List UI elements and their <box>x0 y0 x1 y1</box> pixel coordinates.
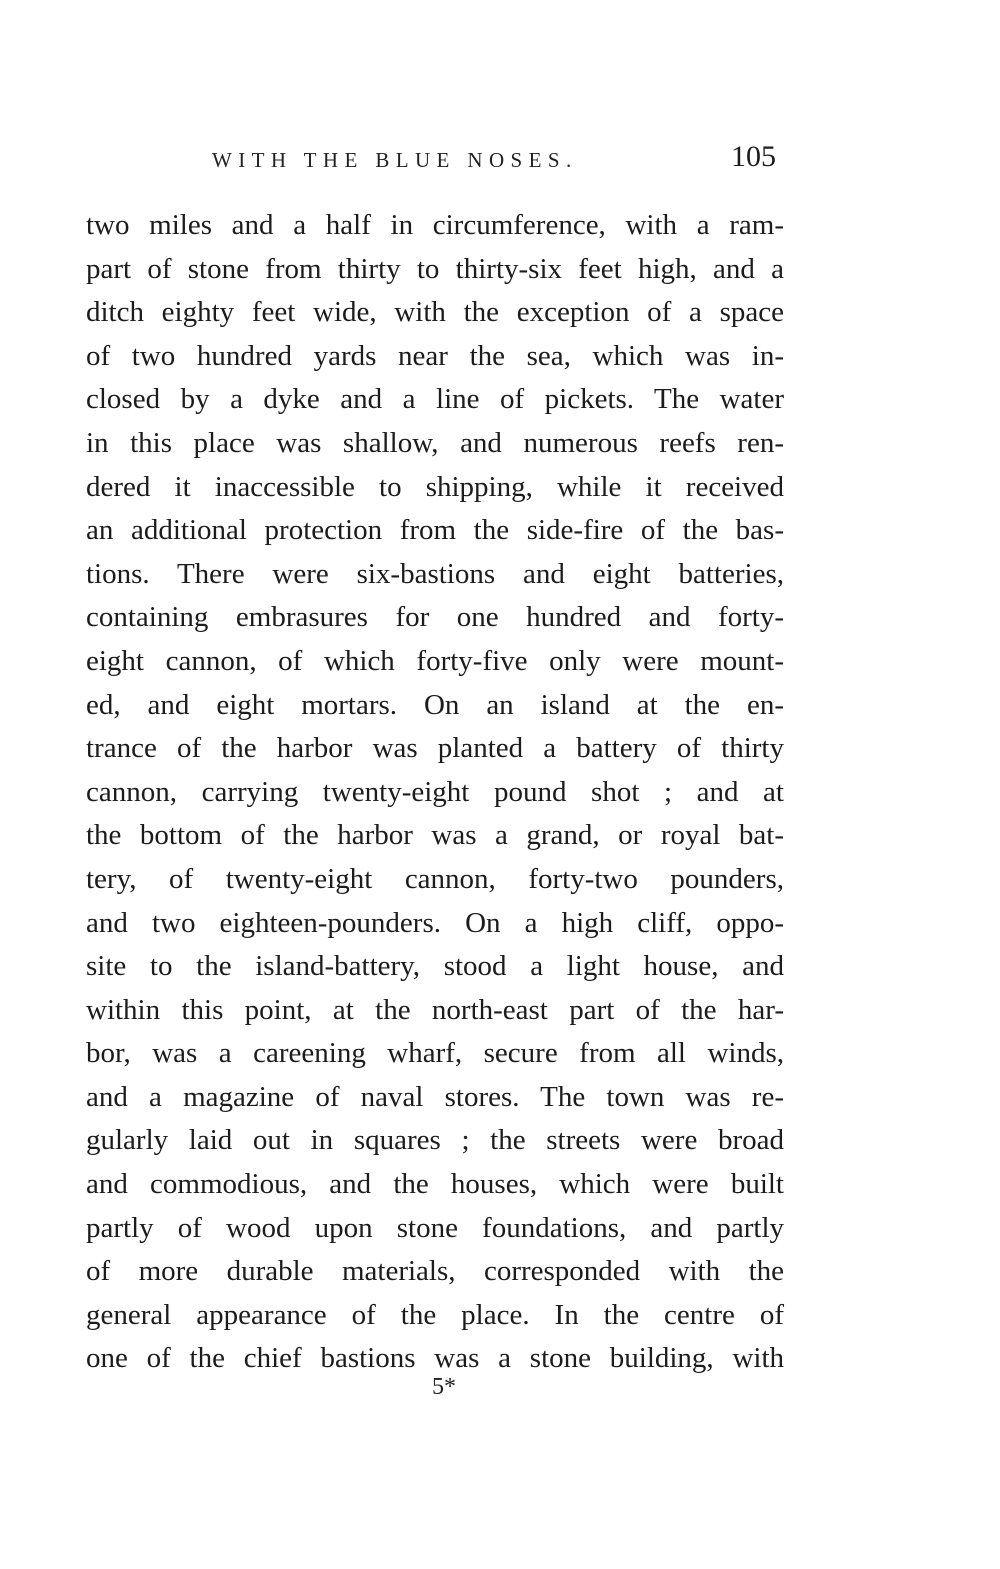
text-line: tery, of twenty-eight cannon, forty-two pounders, <box>86 862 784 895</box>
text-line: ditch eighty feet wide, with the exception of a space <box>86 296 784 329</box>
text-line: tions. There were six-bastions and eight batteries, <box>86 557 784 590</box>
text-line: of more durable materials, corresponded with the <box>86 1255 784 1288</box>
text-line: cannon, carrying twenty-eight pound shot ; and at <box>86 775 784 808</box>
text-line: one of the chief bastions was a stone building, with <box>86 1342 784 1375</box>
text-line: and two eighteen-pounders. On a high cliff, oppo- <box>86 906 784 939</box>
text-line: and a magazine of naval stores. The town was re- <box>86 1080 784 1113</box>
text-line: within this point, at the north-east part of the har- <box>86 993 784 1026</box>
text-line: two miles and a half in circumference, with a ram- <box>86 209 784 241</box>
page-number: 105 <box>731 140 776 173</box>
text-line: containing embrasures for one hundred and forty- <box>86 601 784 634</box>
text-line: general appearance of the place. In the centre of <box>86 1298 784 1331</box>
text-line: and commodious, and the houses, which were built <box>86 1168 784 1201</box>
text-line: in this place was shallow, and numerous reefs ren- <box>86 426 784 459</box>
running-title: WITH THE BLUE NOSES. <box>212 148 578 172</box>
text-line: ed, and eight mortars. On an island at the en- <box>86 688 784 721</box>
text-line: closed by a dyke and a line of pickets. The water <box>86 383 784 416</box>
body-text <box>86 204 784 1381</box>
text-line: eight cannon, of which forty-five only were mount- <box>86 644 784 677</box>
text-line: partly of wood upon stone foundations, and partly <box>86 1211 784 1244</box>
text-line: an additional protection from the side-fire of the bas- <box>86 514 784 547</box>
text-line: site to the island-battery, stood a light house, and <box>86 950 784 983</box>
text-line: bor, was a careening wharf, secure from all winds, <box>86 1037 784 1070</box>
text-line: of two hundred yards near the sea, which was in- <box>86 339 784 372</box>
text-line: trance of the harbor was planted a battery of thirty <box>86 732 784 765</box>
text-line: part of stone from thirty to thirty-six feet high, and a <box>86 252 784 285</box>
signature-mark: 5* <box>432 1374 456 1400</box>
running-head <box>88 140 782 180</box>
text-line: the bottom of the harbor was a grand, or royal bat- <box>86 819 784 852</box>
text-line: dered it inaccessible to shipping, while it received <box>86 470 784 503</box>
text-line: gularly laid out in squares ; the streets were broad <box>86 1124 784 1157</box>
